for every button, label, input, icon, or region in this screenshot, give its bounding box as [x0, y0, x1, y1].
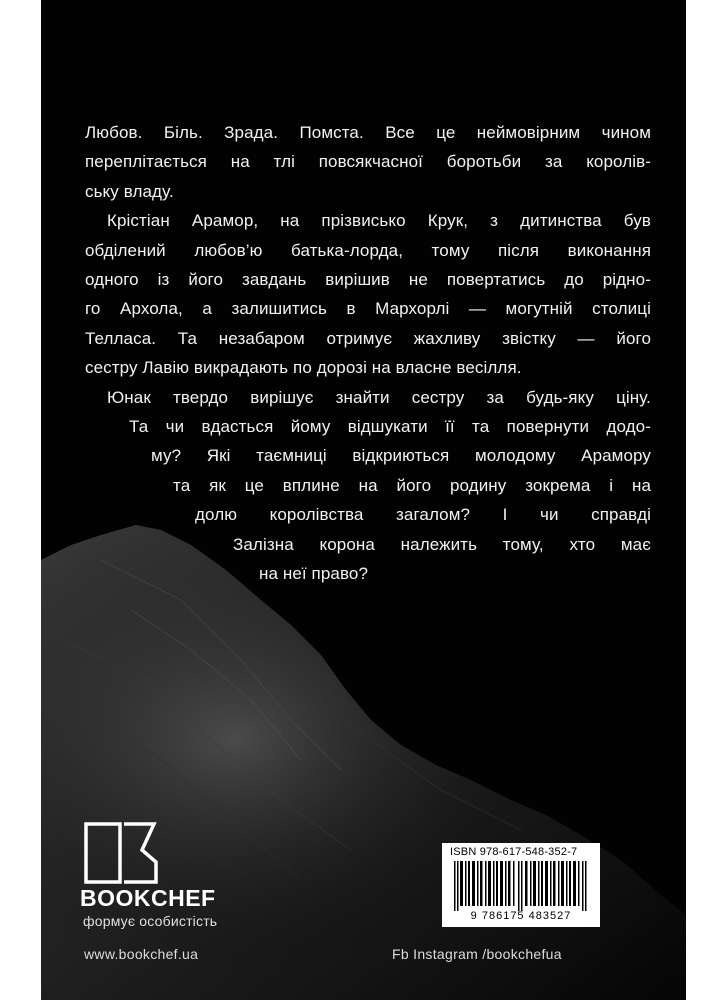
barcode-box — [442, 843, 600, 927]
publisher-tagline: формує особистість — [83, 913, 218, 929]
blurb-line: долю королівства загалом? І чи справді — [195, 505, 651, 525]
isbn-label: ISBN 978-617-548-352-7 — [450, 846, 578, 858]
blurb-line: одного із його завдань вирішив не повертатись до рідно- — [85, 270, 651, 290]
blurb-text — [85, 118, 651, 589]
blurb-line: обділений любов’ю батька-лорда, тому після виконання — [85, 240, 651, 260]
blurb-line: переплітається на тлі повсякчасної боротьби за королів- — [85, 152, 651, 172]
blurb-line: Крістіан Арамор, на прізвисько Крук, з дитинства був — [107, 211, 651, 231]
barcode-icon — [450, 861, 594, 911]
barcode-number: 9 786175 483527 — [470, 910, 572, 922]
publisher-brand: BOOKCHEF — [80, 885, 216, 911]
blurb-line: на неї право? — [259, 564, 369, 584]
blurb-paragraph-2 — [85, 206, 651, 382]
bookchef-logo-icon — [84, 822, 160, 884]
blurb-line: Любов. Біль. Зрада. Помста. Все це неймовірним чином — [85, 123, 651, 142]
blurb-line: Телласа. Та незабаром отримує жахливу звістку — його — [85, 328, 651, 348]
publisher-website[interactable]: www.bookchef.ua — [84, 946, 199, 962]
blurb-line: Та чи вдасться йому відшукати її та повернути додо- — [129, 417, 651, 437]
blurb-line: Залізна корона належить тому, хто має — [233, 534, 651, 554]
blurb-line: Юнак твердо вирішує знайти сестру за будь-яку ціну. — [107, 387, 651, 407]
blurb-line: му? Які таємниці відкриються молодому Арамору — [151, 446, 651, 466]
blurb-line: ську владу. — [85, 181, 174, 201]
blurb-line: та як це вплине на його родину зокрема і на — [173, 475, 651, 495]
publisher-social[interactable]: Fb Instagram /bookchefua — [392, 946, 562, 962]
blurb-paragraph-1 — [85, 118, 651, 206]
blurb-paragraph-3 — [85, 383, 651, 589]
blurb-line: го Архола, а залишитись в Мархорлі — могутній столиці — [85, 299, 651, 319]
blurb-line: сестру Лавію викрадають по дорозі на власне весілля. — [85, 358, 522, 378]
